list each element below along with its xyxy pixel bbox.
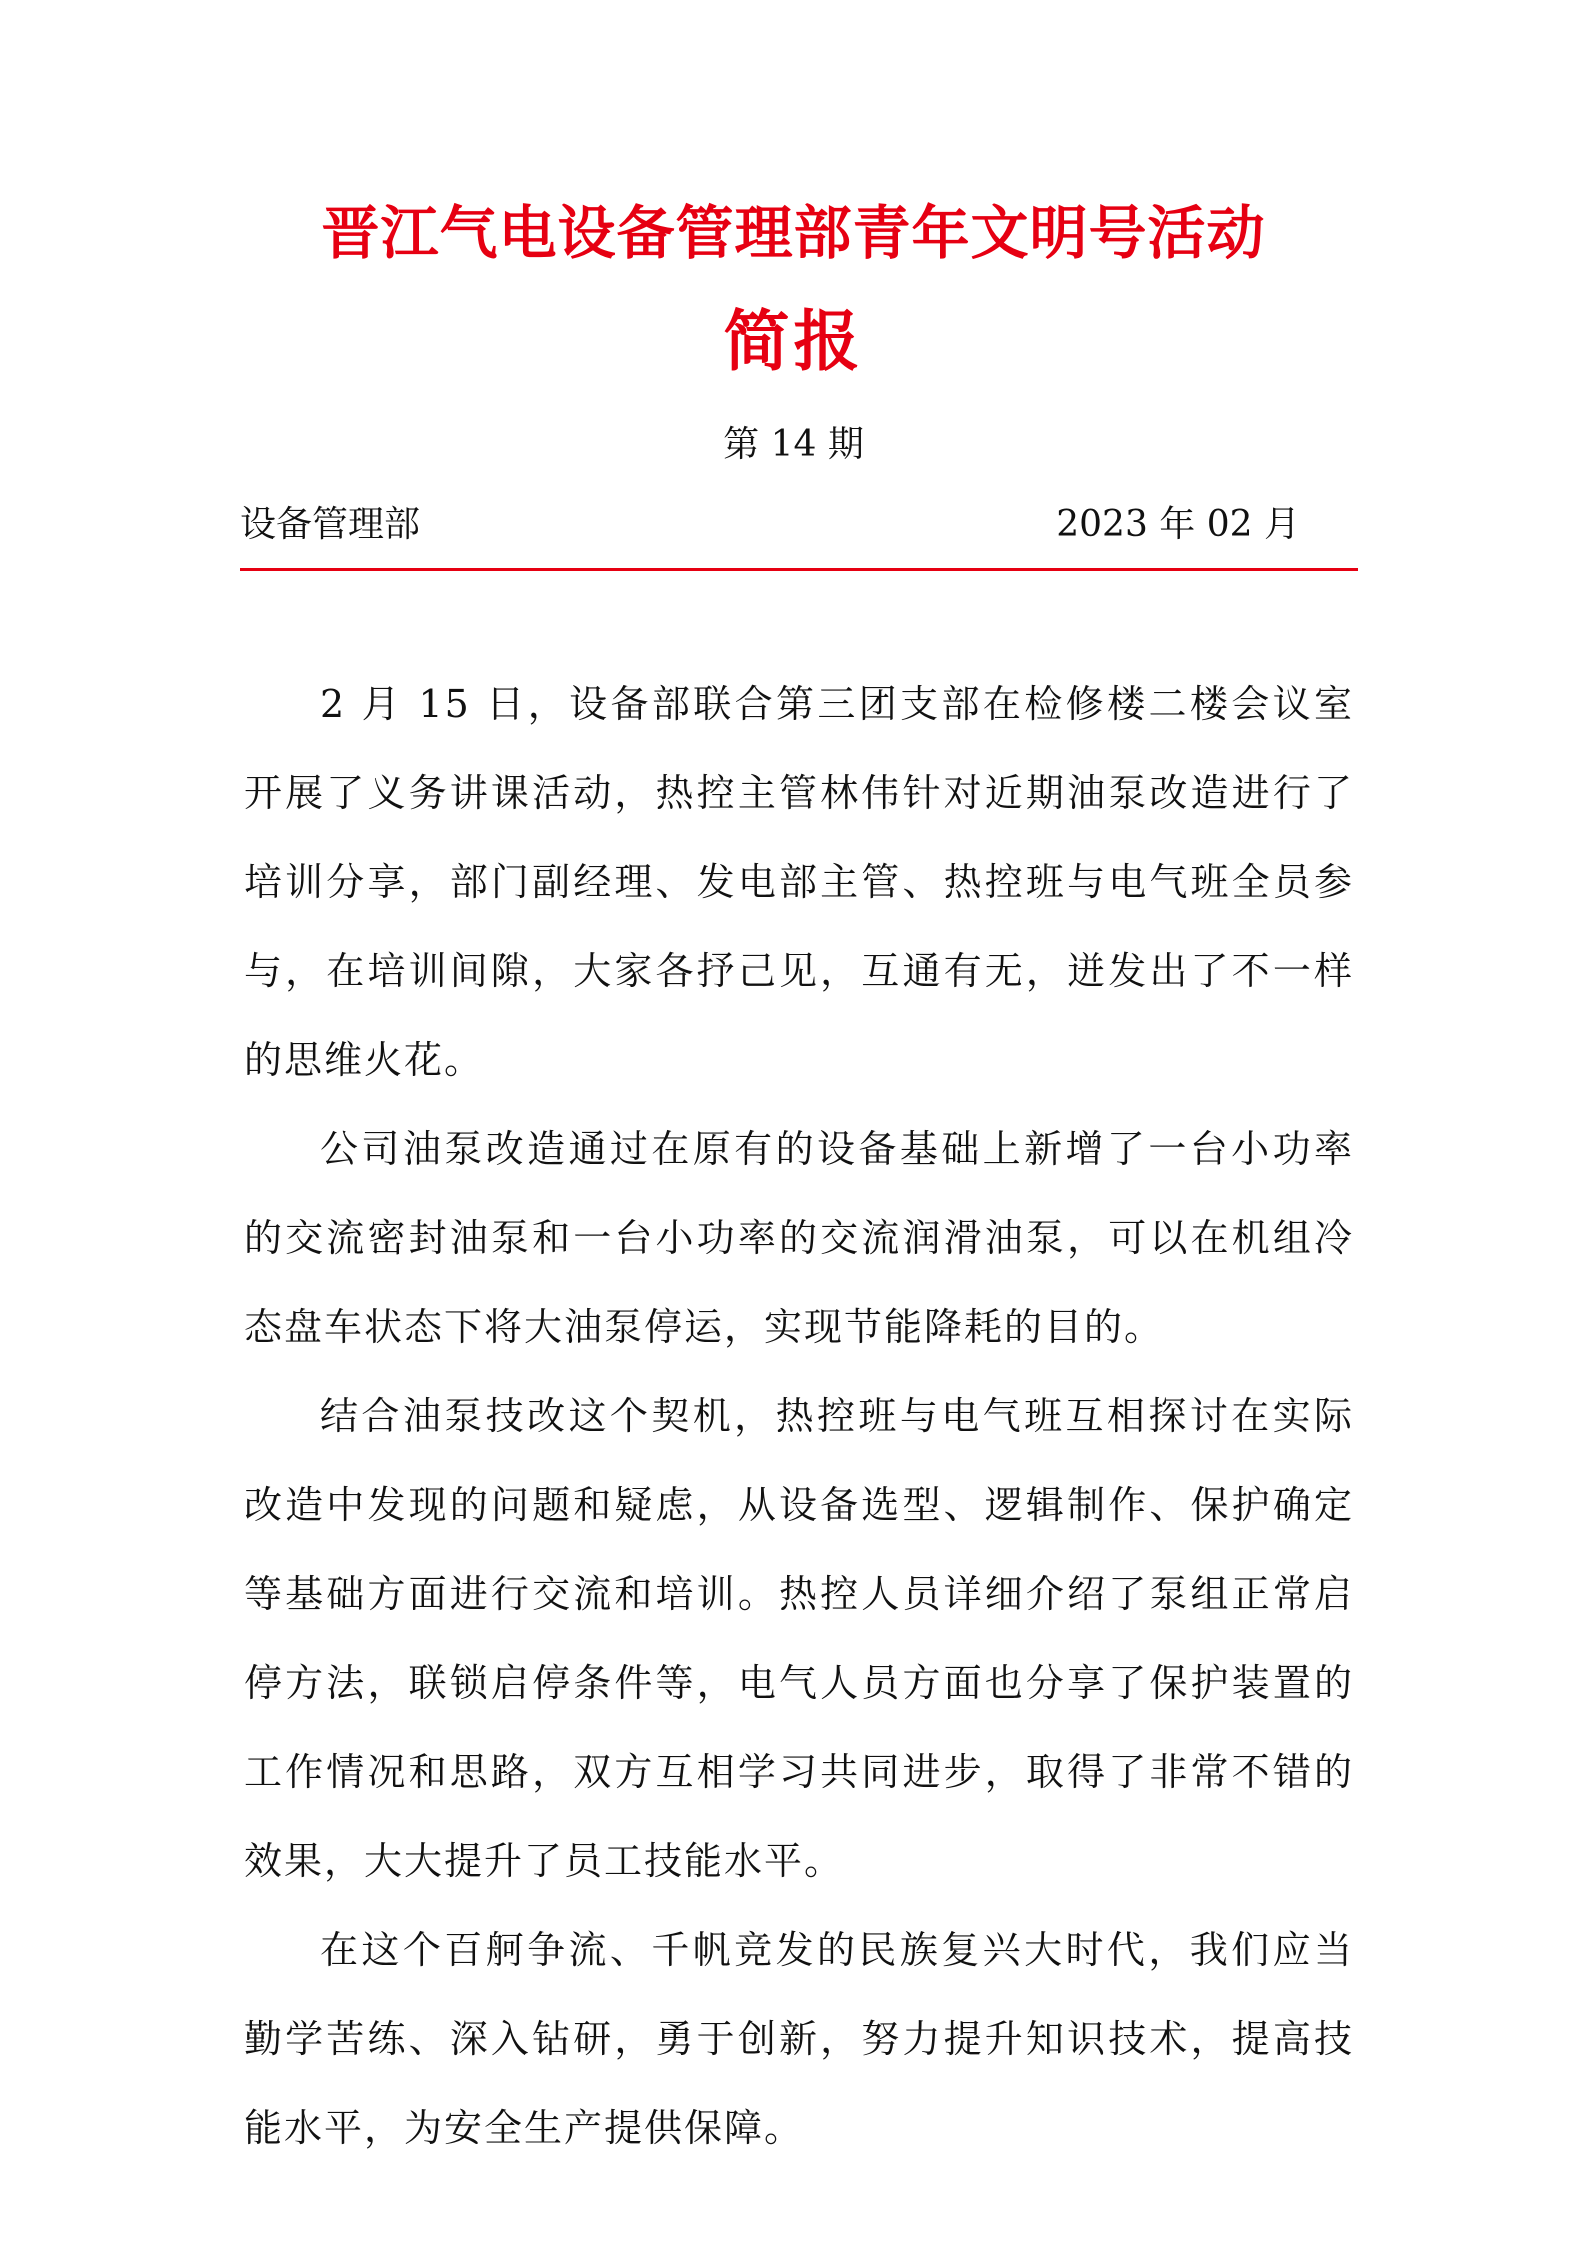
article-body <box>244 660 1354 2173</box>
paragraph: 在这个百舸争流、千帆竞发的民族复兴大时代，我们应当勤学苦练、深入钻研，勇于创新，努力提升知识技术，提高技能水平，为安全生产提供保障。 <box>244 1928 1354 2150</box>
document-title: 晋江气电设备管理部青年文明号活动 <box>321 199 1266 267</box>
paragraph: 结合油泵技改这个契机，热控班与电气班互相探讨在实际改造中发现的问题和疑虑，从设备选型、逻辑制作、保护确定等基础方面进行交流和培训。热控人员详细介绍了泵组正常启停方法，联锁启停条件等，电气人员方面也分享了保护装置的工作情况和思路，双方互相学习共同进步，取得了非常不错的效果，大大提升了员工技能水平。 <box>244 1394 1354 1883</box>
department-label: 设备管理部 <box>240 504 421 545</box>
meta-row <box>240 500 1300 550</box>
paragraph: 公司油泵改造通过在原有的设备基础上新增了一台小功率的交流密封油泵和一台小功率的交流润滑油泵，可以在机组冷态盘车状态下将大油泵停运，实现节能降耗的目的。 <box>244 1127 1354 1349</box>
date-label: 2023 年 02 月 <box>1056 504 1300 545</box>
issue-number: 第 14 期 <box>723 424 864 465</box>
paragraph: 2 月 15 日，设备部联合第三团支部在检修楼二楼会议室开展了义务讲课活动，热控主管林伟针对近期油泵改造进行了培训分享，部门副经理、发电部主管、热控班与电气班全员参与，在培训间隙，大家各抒己见，互通有无，迸发出了不一样的思维火花。 <box>244 682 1354 1082</box>
document-subtitle: 简报 <box>723 302 864 380</box>
red-divider <box>240 568 1358 571</box>
